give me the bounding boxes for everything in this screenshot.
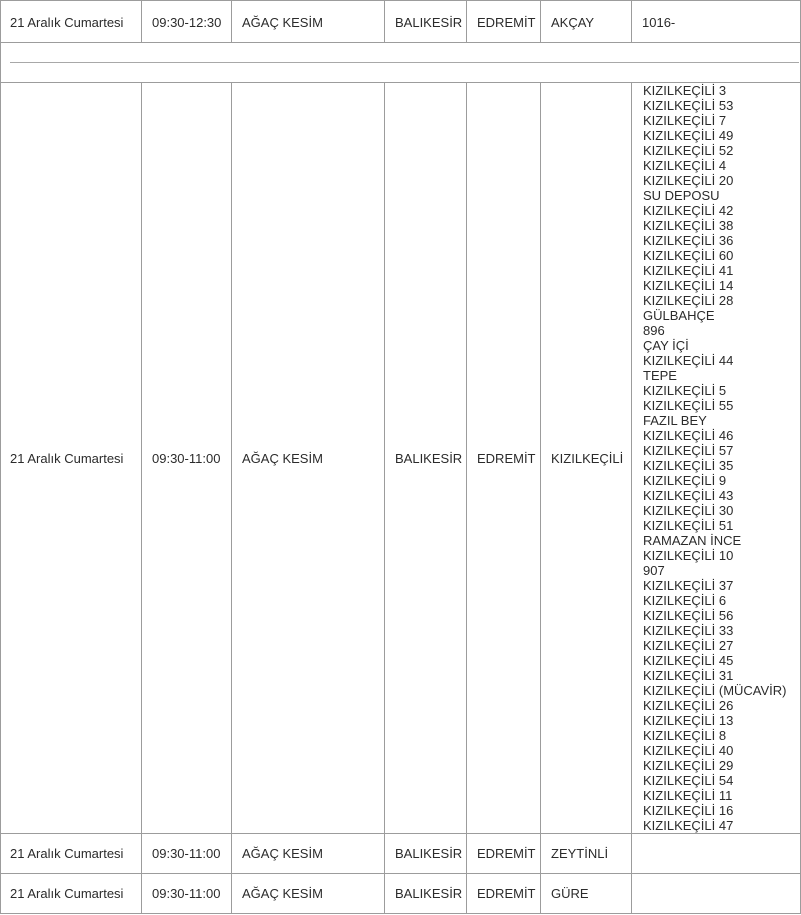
date-cell: 21 Aralık Cumartesi — [10, 451, 124, 466]
row-border — [0, 0, 801, 1]
neighborhood-cell: KIZILKEÇİLİ — [551, 451, 624, 466]
table-border-left — [0, 0, 1, 914]
row-border — [0, 913, 801, 914]
location-item: KIZILKEÇİLİ 7 — [643, 113, 727, 128]
date-cell: 21 Aralık Cumartesi — [10, 15, 124, 30]
location-item: KIZILKEÇİLİ 8 — [643, 728, 727, 743]
location-item: RAMAZAN İNCE — [643, 533, 742, 548]
date-cell: 21 Aralık Cumartesi — [10, 886, 124, 901]
column-border — [631, 82, 632, 914]
column-border — [384, 82, 385, 914]
location-cell: 1016- — [642, 15, 676, 30]
location-item: KIZILKEÇİLİ 5 — [643, 383, 727, 398]
location-item: KIZILKEÇİLİ 3 — [643, 83, 727, 98]
location-item: KIZILKEÇİLİ 46 — [643, 428, 734, 443]
column-border — [141, 0, 142, 42]
column-border — [540, 0, 541, 42]
location-item: FAZIL BEY — [643, 413, 707, 428]
location-item: KIZILKEÇİLİ 47 — [643, 818, 734, 833]
neighborhood-cell: GÜRE — [551, 886, 589, 901]
location-item: KIZILKEÇİLİ 16 — [643, 803, 734, 818]
location-item: KIZILKEÇİLİ 54 — [643, 773, 734, 788]
location-item: KIZILKEÇİLİ 38 — [643, 218, 734, 233]
location-item: KIZILKEÇİLİ 31 — [643, 668, 734, 683]
location-item: KIZILKEÇİLİ 20 — [643, 173, 734, 188]
time-cell: 09:30-11:00 — [152, 846, 221, 861]
location-item: KIZILKEÇİLİ 51 — [643, 518, 734, 533]
time-cell: 09:30-11:00 — [152, 886, 221, 901]
location-item: 896 — [643, 323, 665, 338]
time-cell: 09:30-11:00 — [152, 451, 221, 466]
province-cell: BALIKESİR — [395, 846, 463, 861]
row-border — [0, 833, 801, 834]
location-item: KIZILKEÇİLİ 11 — [643, 788, 733, 803]
time-cell: 09:30-12:30 — [152, 15, 222, 30]
location-item: KIZILKEÇİLİ 10 — [643, 548, 734, 563]
province-cell: BALIKESİR — [395, 886, 463, 901]
location-item: KIZILKEÇİLİ 41 — [643, 263, 734, 278]
location-item: GÜLBAHÇE — [643, 308, 715, 323]
location-item: KIZILKEÇİLİ 9 — [643, 473, 727, 488]
location-item: KIZILKEÇİLİ 49 — [643, 128, 734, 143]
province-cell: BALIKESİR — [395, 451, 463, 466]
row-border — [0, 42, 801, 43]
column-border — [540, 82, 541, 914]
spacer-row-divider — [10, 62, 799, 63]
location-item: KIZILKEÇİLİ 6 — [643, 593, 727, 608]
neighborhood-cell: ZEYTİNLİ — [551, 846, 609, 861]
neighborhood-cell: AKÇAY — [551, 15, 595, 30]
location-item: KIZILKEÇİLİ 13 — [643, 713, 734, 728]
location-item: KIZILKEÇİLİ 60 — [643, 248, 734, 263]
district-cell: EDREMİT — [477, 846, 536, 861]
location-item: KIZILKEÇİLİ 57 — [643, 443, 734, 458]
location-item: KIZILKEÇİLİ 14 — [643, 278, 734, 293]
location-item: SU DEPOSU — [643, 188, 720, 203]
location-item: KIZILKEÇİLİ 40 — [643, 743, 734, 758]
location-item: KIZILKEÇİLİ (MÜCAVİR) — [643, 683, 787, 698]
location-item: 907 — [643, 563, 665, 578]
location-list — [643, 83, 787, 833]
column-border — [631, 0, 632, 42]
district-cell: EDREMİT — [477, 451, 536, 466]
column-border — [466, 0, 467, 42]
date-cell: 21 Aralık Cumartesi — [10, 846, 124, 861]
reason-cell: AĞAÇ KESİM — [242, 15, 323, 30]
location-item: KIZILKEÇİLİ 56 — [643, 608, 734, 623]
column-border — [141, 82, 142, 914]
location-item: KIZILKEÇİLİ 45 — [643, 653, 734, 668]
location-item: KIZILKEÇİLİ 42 — [643, 203, 734, 218]
column-border — [384, 0, 385, 42]
location-item: ÇAY İÇİ — [643, 338, 689, 353]
reason-cell: AĞAÇ KESİM — [242, 886, 323, 901]
location-item: TEPE — [643, 368, 677, 383]
column-border — [231, 0, 232, 42]
row-border — [0, 873, 801, 874]
location-item: KIZILKEÇİLİ 4 — [643, 158, 727, 173]
location-item: KIZILKEÇİLİ 29 — [643, 758, 734, 773]
location-item: KIZILKEÇİLİ 43 — [643, 488, 734, 503]
location-item: KIZILKEÇİLİ 55 — [643, 398, 734, 413]
location-item: KIZILKEÇİLİ 28 — [643, 293, 734, 308]
location-item: KIZILKEÇİLİ 33 — [643, 623, 734, 638]
district-cell: EDREMİT — [477, 886, 536, 901]
location-item: KIZILKEÇİLİ 26 — [643, 698, 734, 713]
column-border — [466, 82, 467, 914]
province-cell: BALIKESİR — [395, 15, 463, 30]
district-cell: EDREMİT — [477, 15, 536, 30]
reason-cell: AĞAÇ KESİM — [242, 451, 323, 466]
location-item: KIZILKEÇİLİ 30 — [643, 503, 734, 518]
location-item: KIZILKEÇİLİ 44 — [643, 353, 734, 368]
location-item: KIZILKEÇİLİ 27 — [643, 638, 734, 653]
location-item: KIZILKEÇİLİ 37 — [643, 578, 734, 593]
location-item: KIZILKEÇİLİ 52 — [643, 143, 734, 158]
location-item: KIZILKEÇİLİ 53 — [643, 98, 734, 113]
reason-cell: AĞAÇ KESİM — [242, 846, 323, 861]
column-border — [231, 82, 232, 914]
location-item: KIZILKEÇİLİ 36 — [643, 233, 734, 248]
location-item: KIZILKEÇİLİ 35 — [643, 458, 734, 473]
